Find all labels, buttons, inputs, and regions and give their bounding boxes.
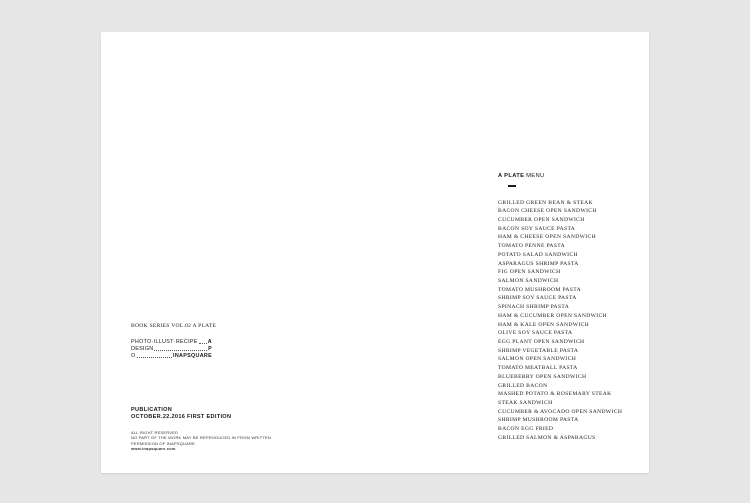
- colophon: [131, 323, 301, 451]
- menu-item: EGG PLANT OPEN SANDWICH: [498, 339, 585, 345]
- menu-item: TOMATO MEATBALL PASTA: [498, 365, 578, 372]
- menu-item: BACON CHEESE OPEN SANDWICH: [498, 208, 597, 215]
- menu-item: SHRIMP SOY SAUCE PASTA: [498, 295, 577, 302]
- credit-label: O: [131, 353, 136, 359]
- menu-item: BACON SOY SAUCE PASTA: [498, 225, 576, 232]
- rights-line: NO PART OF THE WORK MAY BE REPRODUCED IN FROM WRITTEN: [131, 435, 271, 441]
- menu-item: TOMATO PENNE PASTA: [498, 243, 565, 250]
- menu-item: FIG OPEN SANDWICH: [498, 269, 561, 276]
- credit-value: P: [208, 346, 212, 352]
- publication-info: [131, 407, 301, 421]
- publication-label: PUBLICATION: [131, 407, 173, 413]
- website-url: www.inapsquare.com: [131, 445, 176, 451]
- menu-section: [498, 172, 638, 443]
- menu-item: STEAK SANDWICH: [498, 400, 553, 407]
- menu-item: SHRIMP VEGETABLE PASTA: [498, 347, 579, 354]
- rights-line: ALL RIGHT RESERVED: [131, 430, 179, 435]
- menu-item: BACON EGG FRIED: [498, 426, 554, 433]
- menu-item: OLIVE SOY SAUCE PASTA: [498, 330, 573, 337]
- book-page: [101, 32, 649, 473]
- menu-item: TOMATO MUSHROOM PASTA: [498, 286, 581, 293]
- menu-item: HAM & CUCUMBER OPEN SANDWICH: [498, 312, 607, 319]
- menu-item: CUCUMBER OPEN SANDWICH: [498, 216, 585, 223]
- dotted-leader: [199, 342, 207, 344]
- rights-notice: [131, 430, 301, 451]
- credits: [131, 339, 301, 360]
- menu-item: GRILLED SALMON & ASPARAGUS: [498, 434, 596, 441]
- menu-item: BLUEBERRY OPEN SANDWICH: [498, 373, 587, 380]
- menu-item: SALMON SANDWICH: [498, 277, 559, 284]
- menu-item: MASHED POTATO & ROSEMARY STEAK: [498, 391, 612, 398]
- menu-item: GRILLED BACON: [498, 382, 548, 389]
- dotted-leader: [137, 356, 173, 358]
- menu-item: POTATO SALAD SANDWICH: [498, 251, 578, 258]
- heading-dash: [508, 185, 516, 187]
- menu-item: SALMON OPEN SANDWICH: [498, 356, 577, 363]
- series-title: BOOK SERIES VOL.02 A PLATE: [131, 323, 217, 329]
- menu-heading: [498, 172, 638, 180]
- credit-row: [131, 339, 212, 346]
- credit-value: A: [207, 339, 212, 345]
- menu-item: SPINACH SHRIMP PASTA: [498, 304, 570, 311]
- menu-item: GRILLED GREEN BEAN & STEAK: [498, 199, 593, 206]
- credit-label: PHOTO·ILLUST·RECIPE: [131, 339, 198, 345]
- menu-item: CUCUMBER & AVOCADO OPEN SANDWICH: [498, 408, 623, 415]
- menu-item: SHRIMP MUSHROOM PASTA: [498, 417, 579, 424]
- menu-item: HAM & CHEESE OPEN SANDWICH: [498, 234, 596, 241]
- menu-heading-rest: MENU: [524, 173, 545, 179]
- publication-date: OCTOBER.22.2016 FIRST EDITION: [131, 414, 232, 420]
- credit-label: DESIGN: [131, 346, 154, 352]
- credit-row: [131, 346, 212, 353]
- dotted-leader: [154, 349, 207, 351]
- menu-list: [498, 199, 638, 443]
- rights-line: PERMISSION OF INAPSQUARE.: [131, 440, 197, 446]
- credit-row: [131, 353, 212, 360]
- menu-item: ASPARAGUS SHRIMP PASTA: [498, 260, 579, 267]
- menu-item: HAM & KALE OPEN SANDWICH: [498, 321, 590, 328]
- menu-heading-bold: A PLATE: [498, 173, 525, 179]
- credit-value: INAPSQUARE: [173, 353, 212, 359]
